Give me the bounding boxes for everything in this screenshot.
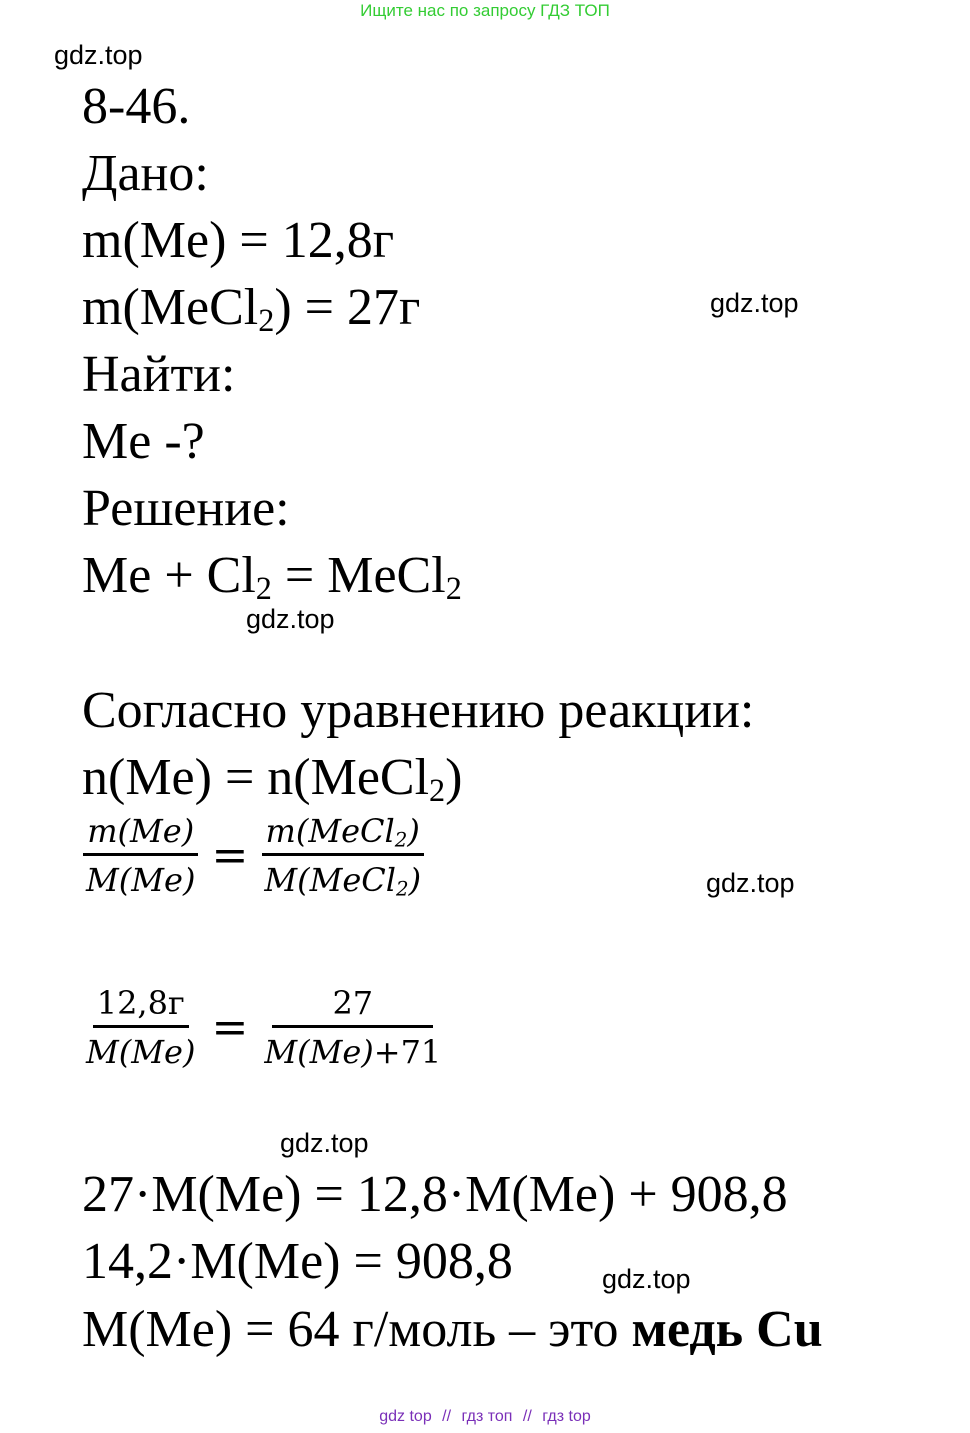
fraction: $\frac{27}{M(Me)+71}$ — [264, 984, 442, 1071]
given-mass-chloride: m(MeCl$_2$) = 27г — [82, 279, 421, 339]
given-heading: Дано: — [82, 145, 209, 202]
footer-link[interactable]: гдз топ — [461, 1408, 513, 1425]
given-mass-metal: m(Me) = 12,8г — [82, 212, 395, 269]
footer-links — [0, 1407, 970, 1427]
watermark: gdz.top — [710, 288, 799, 318]
watermark: gdz.top — [602, 1264, 691, 1294]
find-heading: Найти: — [82, 346, 236, 403]
fraction: $\frac{12,8г}{M(Me)}$ — [86, 984, 196, 1071]
footer-separator: // — [442, 1408, 452, 1425]
footer-link[interactable]: гдз top — [542, 1408, 591, 1425]
watermark: gdz.top — [54, 40, 143, 70]
watermark: gdz.top — [246, 604, 335, 634]
fraction: $\frac{m(Me)}{M(Me)}$ — [82, 812, 199, 899]
watermark: gdz.top — [280, 1128, 369, 1158]
equation-step-2: 14,2·M(Me) = 908,8 — [82, 1233, 513, 1290]
problem-number: 8-46. — [82, 78, 191, 135]
equation-step-1: 27·M(Me) = 12,8·M(Me) + 908,8 — [82, 1166, 788, 1223]
moles-equality: n(Me) = n(MeCl$_2$) — [82, 749, 463, 809]
ratio-formula: $\frac{m(Me)}{M(Me)}$ = $\frac{m(MeCl_2)}{M(MeCl_2)}$ — [82, 812, 425, 899]
reaction-equation: $Me + Cl_2$ = MeCl$_2$ — [82, 547, 462, 607]
solution-heading: Решение: — [82, 480, 290, 537]
final-answer: M(Me) = 64 г/моль – это медь Cu — [82, 1301, 823, 1358]
according-to-reaction: Согласно уравнению реакции: — [82, 682, 755, 739]
footer-separator: // — [522, 1408, 532, 1425]
find-target: Me -? — [82, 413, 205, 470]
watermark: gdz.top — [706, 868, 795, 898]
search-banner: Ищите нас по запросу ГДЗ ТОП — [360, 1, 610, 20]
answer-element: медь Cu — [631, 1301, 823, 1358]
substitution-formula: $\frac{12,8г}{M(Me)}$ = $\frac{27}{M(Me)+71}$ — [82, 984, 445, 1071]
footer-link[interactable]: gdz top — [379, 1408, 432, 1425]
fraction: $\frac{m(MeCl_2)}{M(MeCl_2)}$ — [260, 812, 425, 899]
